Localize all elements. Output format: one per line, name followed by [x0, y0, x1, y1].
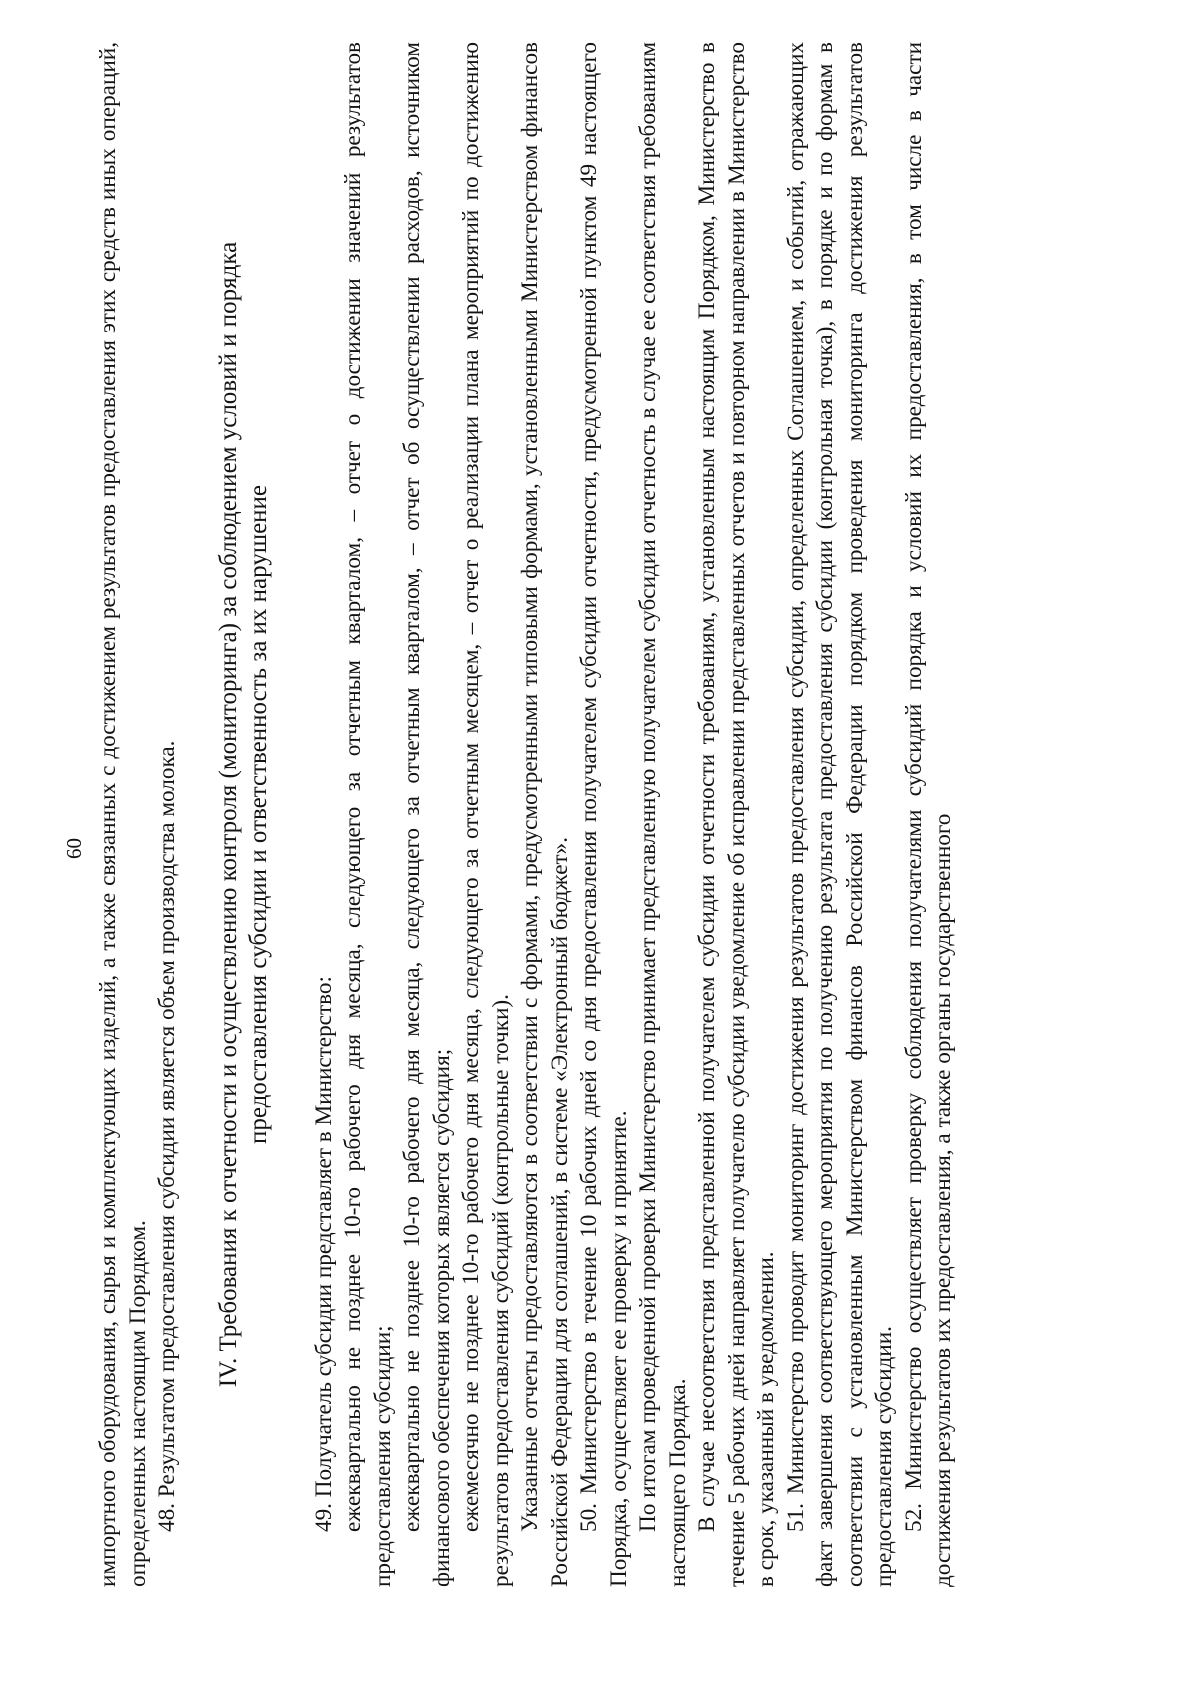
paragraph-49: 49. Получатель субсидии представляет в Министерство: [310, 976, 337, 1532]
paragraph-52: 52. Министерство осуществляет проверку соблюдения получателями субсидий порядка и условий их предоставления, в том числе в части достижения результатов их предоставления, а также органы государственного [900, 42, 956, 1587]
section-heading [214, 42, 274, 1587]
document-body [94, 42, 959, 1587]
paragraph: По итогам проведенной проверки Министерство принимает представленную получателем субсидии отчетность в случае ее соответствия требованиям настоящего Порядка. [635, 42, 691, 1587]
section-heading-line1: IV. Требования к отчетности и осуществлению контроля (мониторинга) за соблюдением условий и порядка [214, 241, 242, 1388]
paragraph: ежеквартально не позднее 10-го рабочего дня месяца, следующего за отчетным кварталом, – отчет об осуществлении расходов, источником финансового обеспечения которых является субсидия; [399, 42, 455, 1587]
paragraph: импортного оборудования, сырья и комплектующих изделий, а также связанных с достижением результатов предоставления этих средств иных операций, определенных настоящим Порядком. [95, 42, 151, 1587]
paragraph-51: 51. Министерство проводит мониторинг достижения результатов предоставления субсидии, определенных Соглашением, и событий, отражающих факт завершения соответствующего мероприятия по получению результата предоставления субсидии (контрольная точка), в порядке и по формам в соответствии с установленным Министерством финансов Российской Федерации порядком проведения мониторинга достижения результатов предоставления субсидии. [782, 42, 897, 1587]
paragraph-50: 50. Министерство в течение 10 рабочих дней со дня предоставления получателем субсидии отчетности, предусмотренной пунктом 49 настоящего Порядка, осуществляет ее проверку и принятие. [576, 42, 632, 1587]
section-heading-line2: предоставления субсидии и ответственность за их нарушение [244, 484, 272, 1145]
paragraph: В случае несоответствия представленной получателем субсидии отчетности требованиям, установленным настоящим Порядком, Министерство в течение 5 рабочих дней направляет получателю субсидии уведомление об исправлении представленных отчетов и повторном направлении в Министерство в срок, указанный в уведомлении. [694, 42, 779, 1587]
page-number: 60 [62, 838, 86, 859]
paragraph-48: 48. Результатом предоставления субсидии является объем производства молока. [154, 740, 180, 1532]
paragraph: ежеквартально не позднее 10-го рабочего дня месяца, следующего за отчетным кварталом, – отчет о достижении значений результатов предоставления субсидии; [340, 42, 396, 1587]
paragraph: Указанные отчеты предоставляются в соответствии с формами, предусмотренными типовыми формами, установленными Министерством финансов Российской Федерации для соглашений, в системе «Электронный бюджет». [517, 42, 573, 1587]
paragraph: ежемесячно не позднее 10-го рабочего дня месяца, следующего за отчетным месяцем, – отчет о реализации плана мероприятий по достижению результатов предоставления субсидий (контрольные точки). [458, 42, 514, 1587]
